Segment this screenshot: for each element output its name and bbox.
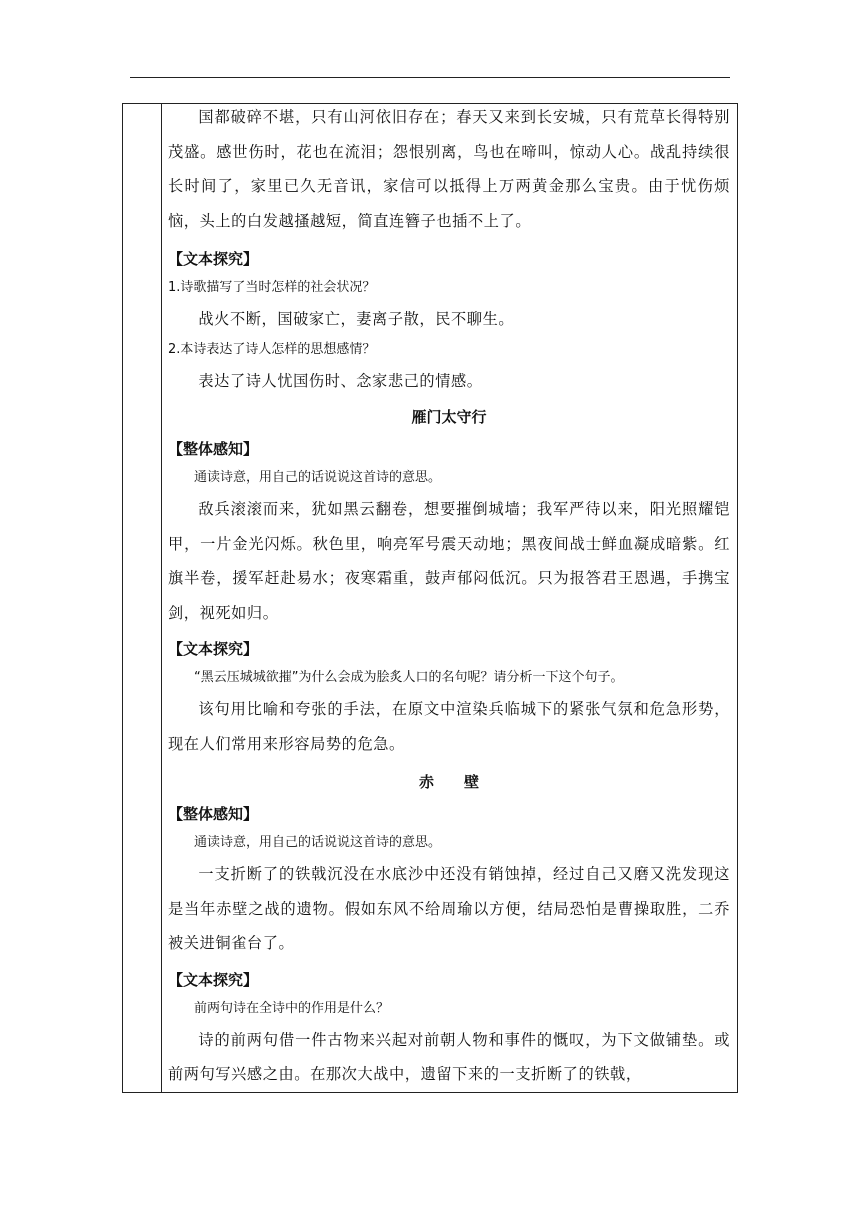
answer-yanmen: 该句用比喻和夸张的手法，在原文中渲染兵临城下的紧张气氛和危急形势，现在人们常用来形容局势的危急。 [168,700,730,753]
question-chibi: 前两句诗在全诗中的作用是什么？ [194,1000,390,1016]
section-heading-overall: 【整体感知】 [168,805,259,823]
column-divider [161,104,162,1092]
section-heading-overall: 【整体感知】 [168,440,259,458]
question-2: 2.本诗表达了诗人怎样的思想感情？ [168,342,376,357]
answer-1: 战火不断，国破家亡，妻离子散，民不聊生。 [198,310,515,328]
section-heading-text-inquiry: 【文本探究】 [168,640,259,658]
content-cell [168,104,730,1092]
question-1: 1.诗歌描写了当时怎样的社会状况？ [168,280,376,295]
answer-2: 表达了诗人忧国伤时、念家悲己的情感。 [198,372,483,390]
poem-title-chibi: 赤 壁 [418,773,479,791]
translation-yanmen: 敌兵滚滚而来，犹如黑云翻卷，想要摧倒城墙；我军严待以来，阳光照耀铠甲，一片金光闪烁。秋色里，响亮军号震天动地；黑夜间战士鲜血凝成暗紫。红旗半卷，援军赶赴易水；夜寒霜重，鼓声郁闷低沉。只为报答君王恩遇，手携宝剑，视死如归。 [168,500,730,622]
section-heading-text-inquiry: 【文本探究】 [168,970,259,989]
header-rule [130,77,730,78]
translation-dengyue: 国都破碎不堪，只有山河依旧存在；春天又来到长安城，只有荒草长得特别茂盛。感世伤时，花也在流泪；怨恨别离，鸟也在啼叫，惊动人心。战乱持续很长时间了，家里已久无音讯，家信可以抵得上万两黄金那么宝贵。由于忧伤烦恼，头上的白发越搔越短，简直连簪子也插不上了。 [168,108,730,230]
poem-title-yanmen: 雁门太守行 [411,408,487,426]
translation-chibi: 一支折断了的铁戟沉没在水底沙中还没有销蚀掉，经过自己又磨又洗发现这是当年赤壁之战的遗物。假如东风不给周瑜以方便，结局恐怕是曹操取胜，二乔被关进铜雀台了。 [168,865,730,952]
answer-chibi: 诗的前两句借一件古物来兴起对前朝人物和事件的慨叹，为下文做铺垫。或前两句写兴感之由。在那次大战中，遗留下来的一支折断了的铁戟， [168,1030,730,1083]
section-heading-text-inquiry: 【文本探究】 [168,250,259,268]
prompt-overall: 通读诗意，用自己的话说说这首诗的意思。 [194,835,442,850]
prompt-overall: 通读诗意，用自己的话说说这首诗的意思。 [194,470,442,485]
question-yanmen: “黑云压城城欲摧”为什么会成为脍炙人口的名句呢？请分析一下这个句子。 [194,670,624,685]
lesson-table [122,103,738,1093]
